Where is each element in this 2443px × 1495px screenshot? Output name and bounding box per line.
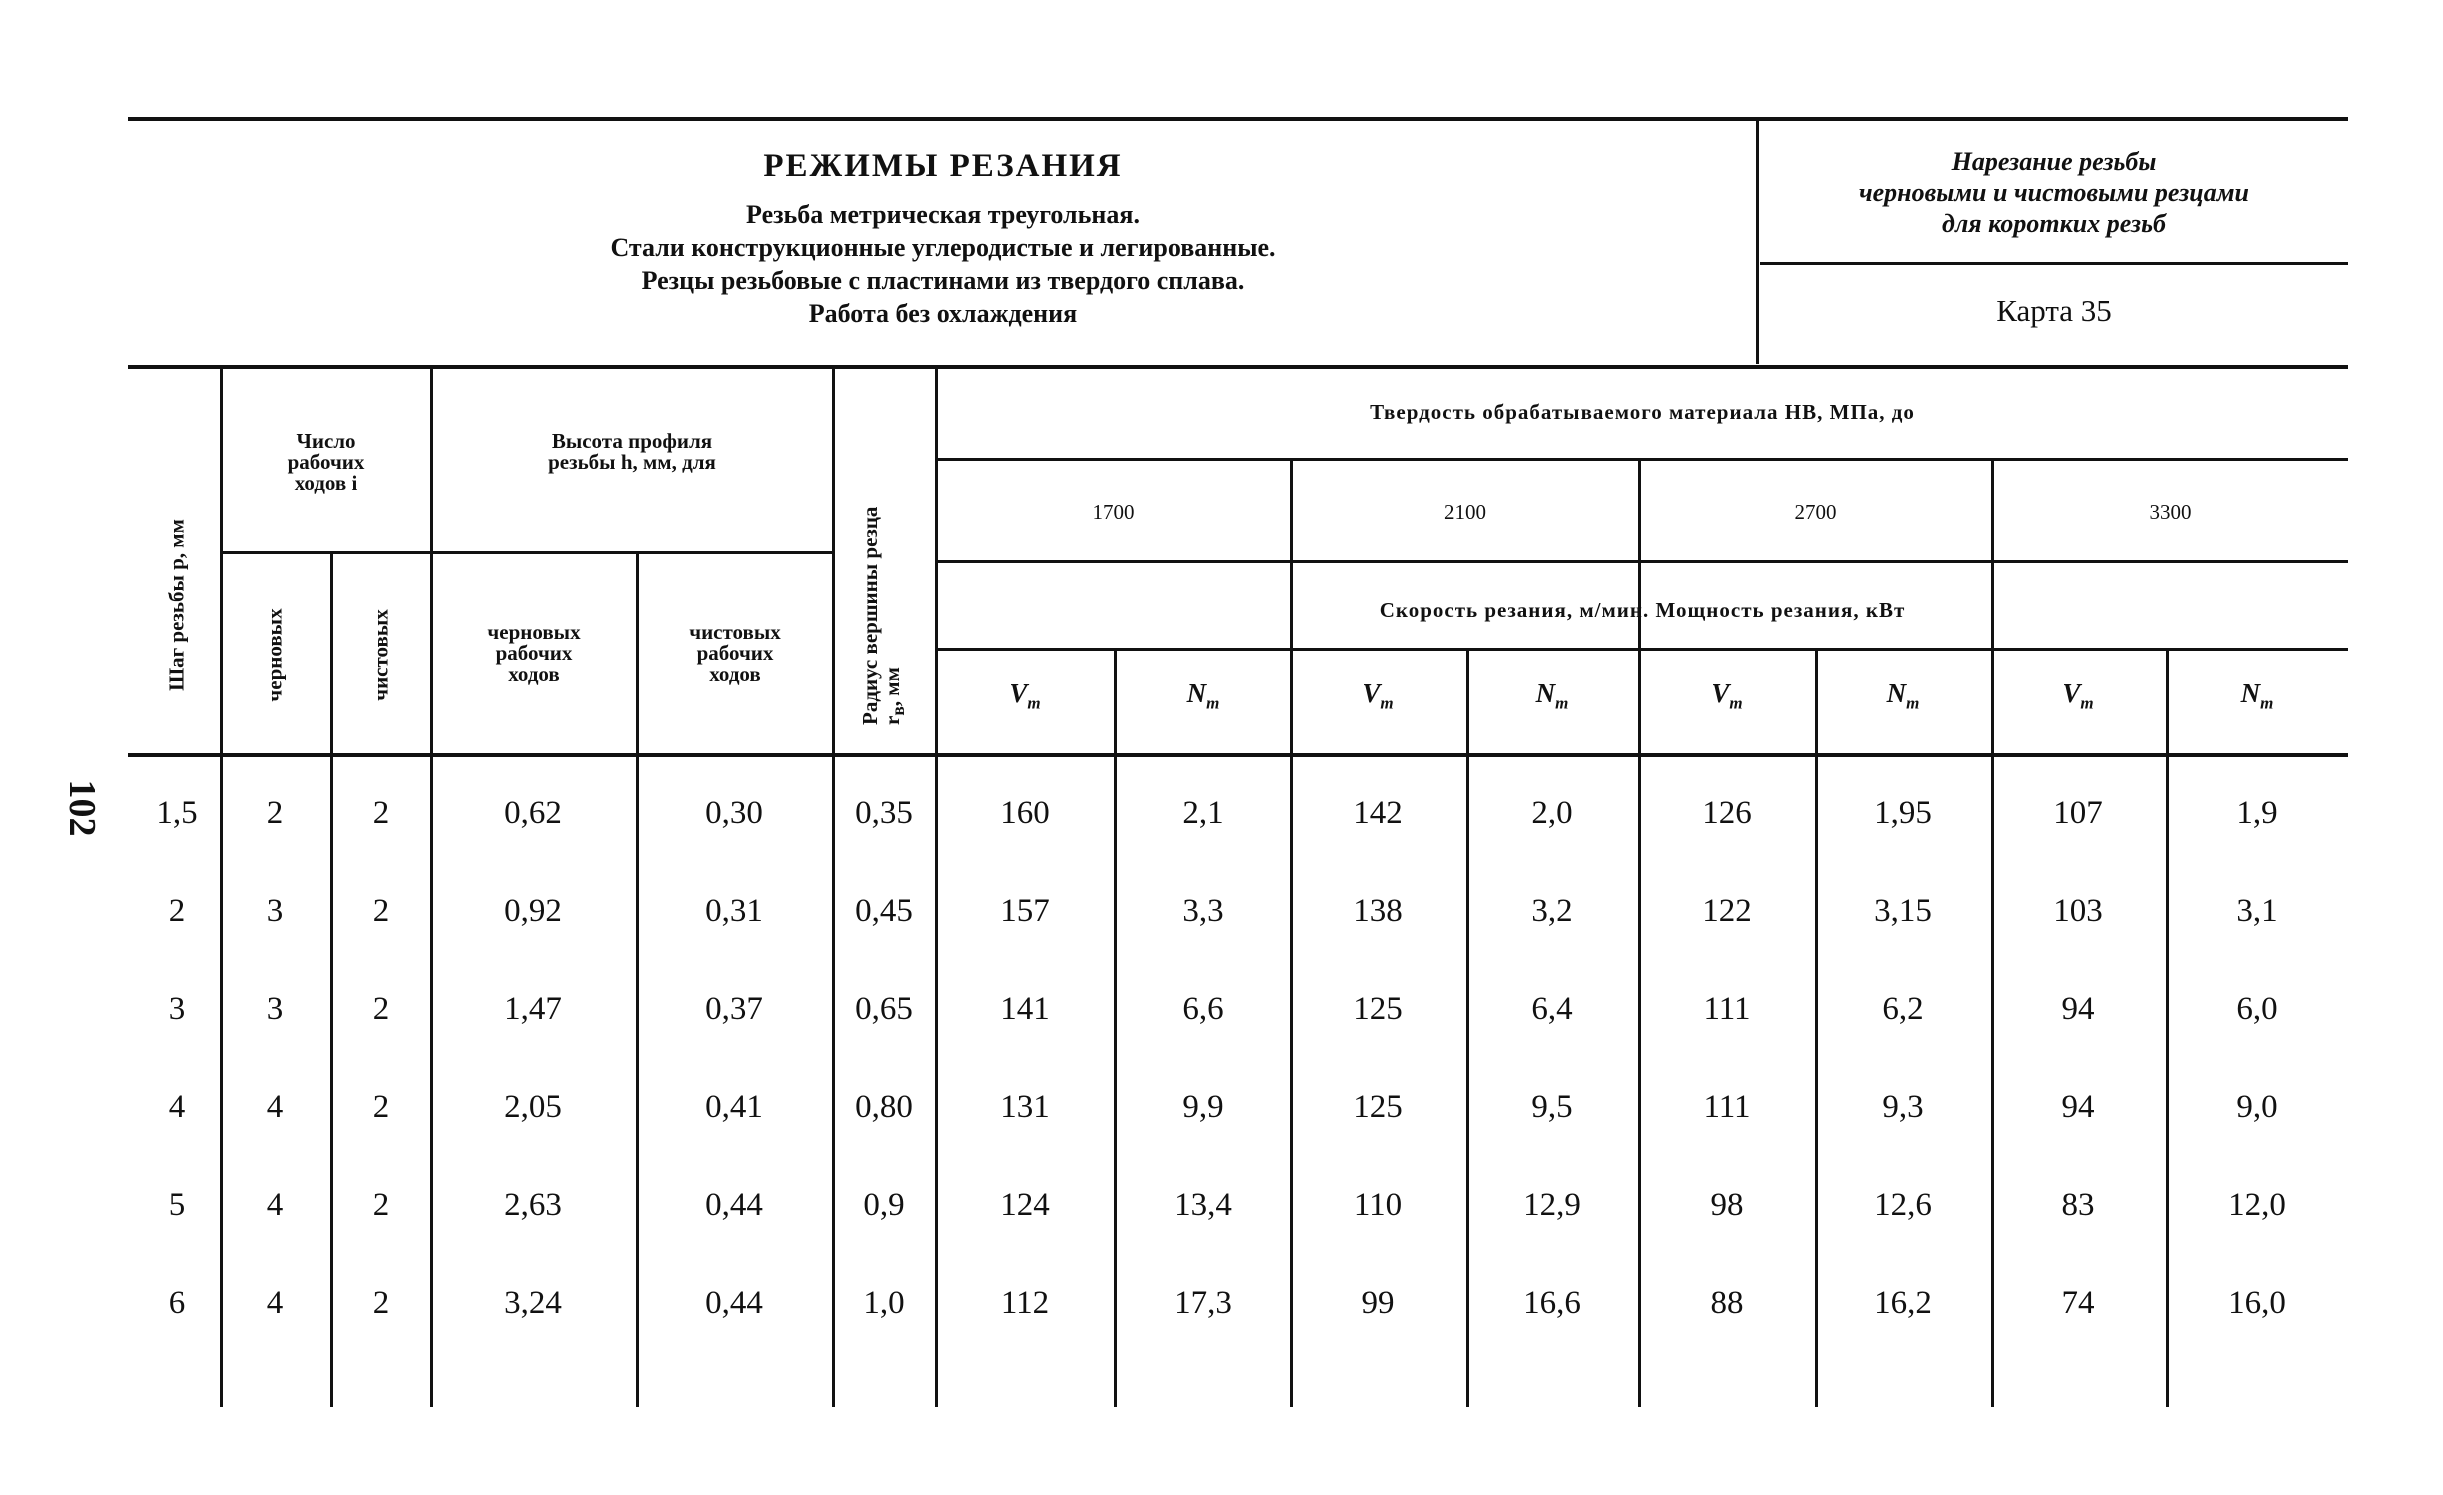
table-cell: 12,0 xyxy=(2228,1187,2286,1223)
card-number: Карта 35 xyxy=(1996,293,2112,328)
table-cell: 1,5 xyxy=(156,795,198,831)
speed-subheader: $V_т$ xyxy=(2062,678,2094,713)
table-cell: 2 xyxy=(372,991,390,1027)
table-cell: 9,9 xyxy=(1182,1089,1224,1125)
table-cell: 3,1 xyxy=(2236,893,2278,929)
power-subheader: $N_т$ xyxy=(1186,678,1220,713)
table-cell: 83 xyxy=(2061,1187,2095,1223)
header-right-rule xyxy=(1760,262,2348,265)
table-cell: 6,0 xyxy=(2236,991,2278,1027)
table-cell: 1,95 xyxy=(1874,795,1932,831)
passes-rough-header: черновых xyxy=(262,608,287,702)
speed-subheader: $V_т$ xyxy=(1362,678,1394,713)
height-header xyxy=(432,431,832,473)
radius-header-text: Радиус вершины резца $r_в$, мм xyxy=(857,506,909,725)
table-cell: 74 xyxy=(2061,1285,2095,1321)
operation-block xyxy=(1760,146,2348,239)
table-cell: 16,2 xyxy=(1874,1285,1932,1321)
table-cell: 125 xyxy=(1353,1089,1403,1125)
table-cell: 16,6 xyxy=(1523,1285,1581,1321)
table-cell: 94 xyxy=(2061,1089,2095,1125)
hardness-header: Твердость обрабатываемого материала HB, МПа, до xyxy=(1370,400,1915,424)
table-cell: 2 xyxy=(372,1285,390,1321)
page-title: РЕЖИМЫ РЕЗАНИЯ xyxy=(763,148,1123,184)
table-cell: 4 xyxy=(168,1089,186,1125)
passes-header-text: Число рабочих ходов i xyxy=(287,429,365,495)
table-cell: 5 xyxy=(168,1187,186,1223)
table-cell: 3,2 xyxy=(1531,893,1573,929)
table-top-rule xyxy=(128,365,2348,369)
table-cell: 3,24 xyxy=(504,1285,562,1321)
hardness-value: 2700 xyxy=(1794,500,1837,524)
table-cell: 142 xyxy=(1353,795,1403,831)
table-cell: 110 xyxy=(1353,1187,1403,1223)
table-cell: 138 xyxy=(1353,893,1403,929)
table-cell: 111 xyxy=(1703,991,1751,1027)
table-cell: 0,80 xyxy=(855,1089,913,1125)
table-cell: 2 xyxy=(372,893,390,929)
height-rough-text: черновых рабочих ходов xyxy=(487,620,581,686)
table-cell: 0,37 xyxy=(705,991,763,1027)
table-cell: 99 xyxy=(1361,1285,1395,1321)
subtitle-block xyxy=(130,198,1756,330)
table-cell: 13,4 xyxy=(1174,1187,1232,1223)
table-cell: 88 xyxy=(1710,1285,1744,1321)
header-bottom-rule xyxy=(128,753,2348,757)
table-cell: 3,15 xyxy=(1874,893,1932,929)
table-cell: 17,3 xyxy=(1174,1285,1232,1321)
speed-header: Скорость резания, м/мин. Мощность резания, кВт xyxy=(1379,598,1906,622)
power-subheader: $N_т$ xyxy=(1886,678,1920,713)
col-line xyxy=(220,367,223,1407)
table-cell: 131 xyxy=(1000,1089,1050,1125)
table-cell: 16,0 xyxy=(2228,1285,2286,1321)
col-line xyxy=(832,367,835,1407)
table-cell: 9,3 xyxy=(1882,1089,1924,1125)
table-cell: 160 xyxy=(1000,795,1050,831)
table-cell: 6,2 xyxy=(1882,991,1924,1027)
table-cell: 122 xyxy=(1702,893,1752,929)
table-cell: 125 xyxy=(1353,991,1403,1027)
table-cell: 0,44 xyxy=(705,1187,763,1223)
table-cell: 112 xyxy=(1000,1285,1050,1321)
hardness-values-rule xyxy=(935,560,2348,563)
table-cell: 2,1 xyxy=(1182,795,1224,831)
table-cell: 3 xyxy=(266,893,284,929)
table-cell: 12,9 xyxy=(1523,1187,1581,1223)
subtitle-line: Резьба метрическая треугольная. xyxy=(746,200,1140,229)
table-cell: 0,31 xyxy=(705,893,763,929)
table-cell: 98 xyxy=(1710,1187,1744,1223)
table-cell: 0,9 xyxy=(863,1187,905,1223)
page-number: 102 xyxy=(61,779,103,837)
table-cell: 103 xyxy=(2053,893,2103,929)
table-cell: 2 xyxy=(372,795,390,831)
radius-header xyxy=(859,495,909,725)
table-cell: 1,47 xyxy=(504,991,562,1027)
table-cell: 0,45 xyxy=(855,893,913,929)
table-cell: 0,35 xyxy=(855,795,913,831)
table-cell: 12,6 xyxy=(1874,1187,1932,1223)
col-line xyxy=(1114,650,1117,1407)
hardness-value: 1700 xyxy=(1092,500,1135,524)
table-cell: 1,9 xyxy=(2236,795,2278,831)
table-cell: 0,92 xyxy=(504,893,562,929)
table-cell: 1,0 xyxy=(863,1285,905,1321)
speed-subheader: $V_т$ xyxy=(1711,678,1743,713)
subtitle-line: Стали конструкционные углеродистые и легированные. xyxy=(610,233,1276,262)
height-rule xyxy=(430,551,834,554)
height-header-text: Высота профиля резьбы h, мм, для xyxy=(548,429,716,474)
table-cell: 3 xyxy=(266,991,284,1027)
table-cell: 2,0 xyxy=(1531,795,1573,831)
table-cell: 3 xyxy=(168,991,186,1027)
header-top-rule xyxy=(128,117,2348,121)
header-divider xyxy=(1756,119,1759,364)
passes-header xyxy=(222,431,430,494)
height-finish-text: чистовых рабочих ходов xyxy=(689,620,781,686)
table-cell: 6 xyxy=(168,1285,186,1321)
table-cell: 126 xyxy=(1702,795,1752,831)
hardness-rule xyxy=(935,458,2348,461)
table-cell: 0,41 xyxy=(705,1089,763,1125)
table-cell: 0,44 xyxy=(705,1285,763,1321)
table-cell: 6,4 xyxy=(1531,991,1573,1027)
table-cell: 107 xyxy=(2053,795,2103,831)
subtitle-line: Резцы резьбовые с пластинами из твердого сплава. xyxy=(641,266,1245,295)
table-cell: 111 xyxy=(1703,1089,1751,1125)
passes-finish-header: чистовых xyxy=(368,609,393,701)
table-cell: 2 xyxy=(266,795,284,831)
hardness-value: 3300 xyxy=(2149,500,2192,524)
table-cell: 141 xyxy=(1000,991,1050,1027)
table-cell: 0,30 xyxy=(705,795,763,831)
power-subheader: $N_т$ xyxy=(1535,678,1569,713)
table-cell: 4 xyxy=(266,1089,284,1125)
height-rough-header xyxy=(432,622,636,685)
operation-line: для коротких резьб xyxy=(1942,209,2166,238)
table-cell: 157 xyxy=(1000,893,1050,929)
height-finish-header xyxy=(638,622,832,685)
col-line xyxy=(430,367,433,1407)
table-cell: 2,05 xyxy=(504,1089,562,1125)
operation-line: черновыми и чистовыми резцами xyxy=(1858,178,2250,207)
col-line xyxy=(1815,650,1818,1407)
table-cell: 9,0 xyxy=(2236,1089,2278,1125)
table-cell: 0,62 xyxy=(504,795,562,831)
speed-subheader: $V_т$ xyxy=(1009,678,1041,713)
table-cell: 0,65 xyxy=(855,991,913,1027)
passes-rule xyxy=(220,551,432,554)
table-cell: 6,6 xyxy=(1182,991,1224,1027)
table-cell: 2,63 xyxy=(504,1187,562,1223)
hardness-value: 2100 xyxy=(1444,500,1486,524)
table-cell: 3,3 xyxy=(1182,893,1224,929)
table-cell: 4 xyxy=(266,1187,284,1223)
table-cell: 124 xyxy=(1000,1187,1050,1223)
table-cell: 94 xyxy=(2061,991,2095,1027)
speed-rule xyxy=(935,648,2348,651)
col-line xyxy=(1466,650,1469,1407)
table-cell: 2 xyxy=(372,1089,390,1125)
table-cell: 4 xyxy=(266,1285,284,1321)
col-line xyxy=(330,552,333,1407)
table-cell: 2 xyxy=(372,1187,390,1223)
table-cell: 9,5 xyxy=(1531,1089,1573,1125)
subtitle-line: Работа без охлаждения xyxy=(808,299,1078,328)
pitch-header: Шаг резьбы p, мм xyxy=(164,519,189,691)
table-cell: 2 xyxy=(168,893,186,929)
operation-line: Нарезание резьбы xyxy=(1951,147,2157,176)
col-line xyxy=(2166,650,2169,1407)
power-subheader: $N_т$ xyxy=(2240,678,2274,713)
